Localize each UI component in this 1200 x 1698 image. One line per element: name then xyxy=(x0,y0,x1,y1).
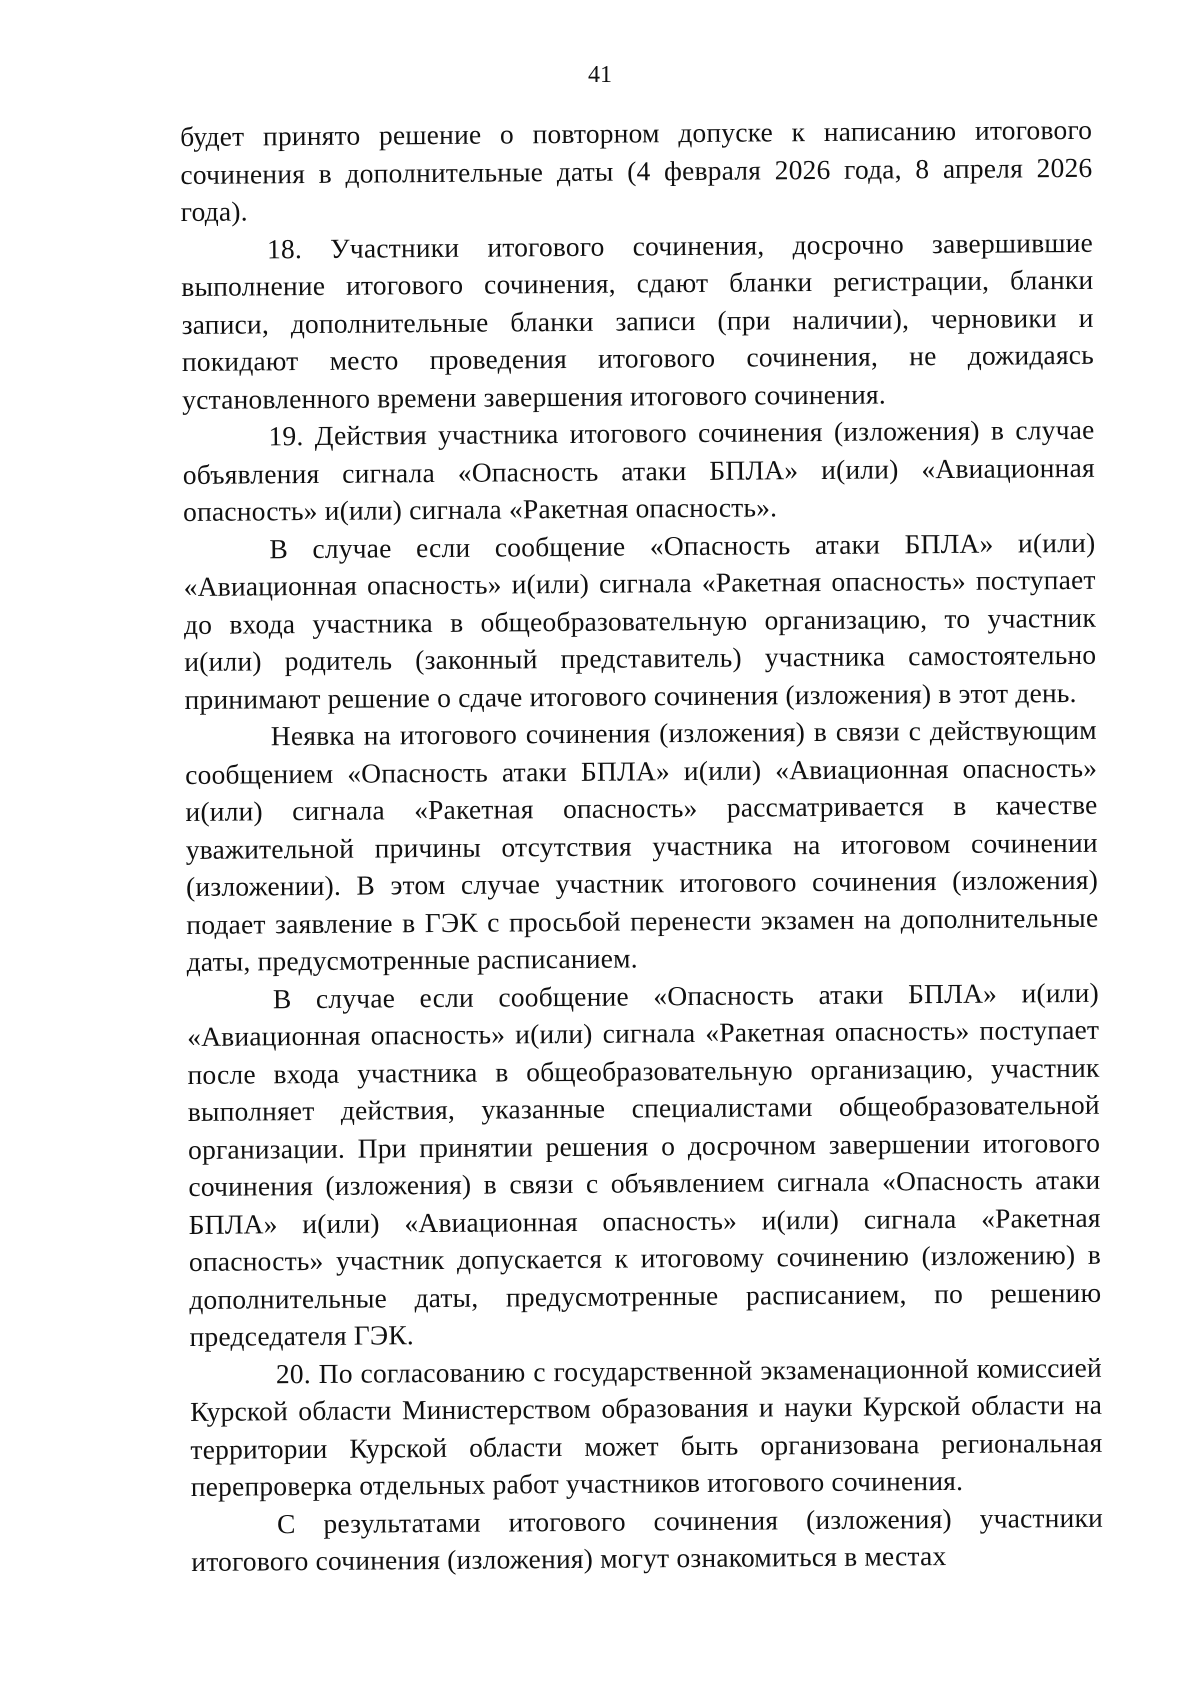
page-number: 41 xyxy=(588,62,612,88)
paragraph-item-19: 19. Действия участника итогового сочинения (изложения) в случае объявления сигнала «Опасность атаки БПЛА» и(или) «Авиационная опасность» и(или) сигнала «Ракетная опасность». xyxy=(182,413,1095,527)
paragraph-after-entry: В случае если сообщение «Опасность атаки БПЛА» и(или) «Авиационная опасность» и(или) сигнала «Ракетная опасность» поступает после входа участника в общеобразовательную организацию, участник выполняет действия, указанные специалистами общеобразовательной организации. При принятии решения о досрочном завершении итогового сочинения (изложения) в связи с объявлением сигнала «Опасность атаки БПЛА» и(или) «Авиационная опасность» и(или) сигнала «Ракетная опасность» участник допускается к итоговому сочинению (изложению) в дополнительные даты, предусмотренные расписанием, по решению председателя ГЭК. xyxy=(187,976,1102,1352)
document-body xyxy=(180,111,1103,1581)
paragraph-item-18: 18. Участники итогового сочинения, досрочно завершившие выполнение итогового сочинения, сдают бланки регистрации, бланки записи, дополнительные бланки записи (при наличии), черновики и покидают место проведения итогового сочинения, не дожидаясь установленного времени завершения итогового сочинения. xyxy=(181,226,1095,415)
paragraph-absence: Неявка на итогового сочинения (изложения) в связи с действующим сообщением «Опасность атаки БПЛА» и(или) «Авиационная опасность» и(или) сигнала «Ракетная опасность» рассматривается в качестве уважительной причины отсутствия участника на итоговом сочинении (изложении). В этом случае участник итогового сочинения (изложения) подает заявление в ГЭК с просьбой перенести экзамен на дополнительные даты, предусмотренные расписанием. xyxy=(185,713,1099,977)
paragraph-before-entry: В случае если сообщение «Опасность атаки БПЛА» и(или) «Авиационная опасность» и(или) сигнала «Ракетная опасность» поступает до входа участника в общеобразовательную организацию, то участник и(или) родитель (законный представитель) участника самостоятельно принимают решение о сдаче итогового сочинения (изложения) в этот день. xyxy=(183,526,1097,715)
paragraph-item-20: 20. По согласованию с государственной экзаменационной комиссией Курской области Министерством образования и науки Курской области на территории Курской области может быть организована региональная перепроверка отдельных работ участников итогового сочинения. xyxy=(190,1351,1103,1502)
paragraph-continuation: будет принято решение о повторном допуске к написанию итогового сочинения в дополнительные даты (4 февраля 2026 года, 8 апреля 2026 года). xyxy=(180,113,1093,227)
paragraph-results: С результатами итогового сочинения (изложения) участники итогового сочинения (изложения) могут ознакомиться в местах xyxy=(191,1501,1104,1577)
